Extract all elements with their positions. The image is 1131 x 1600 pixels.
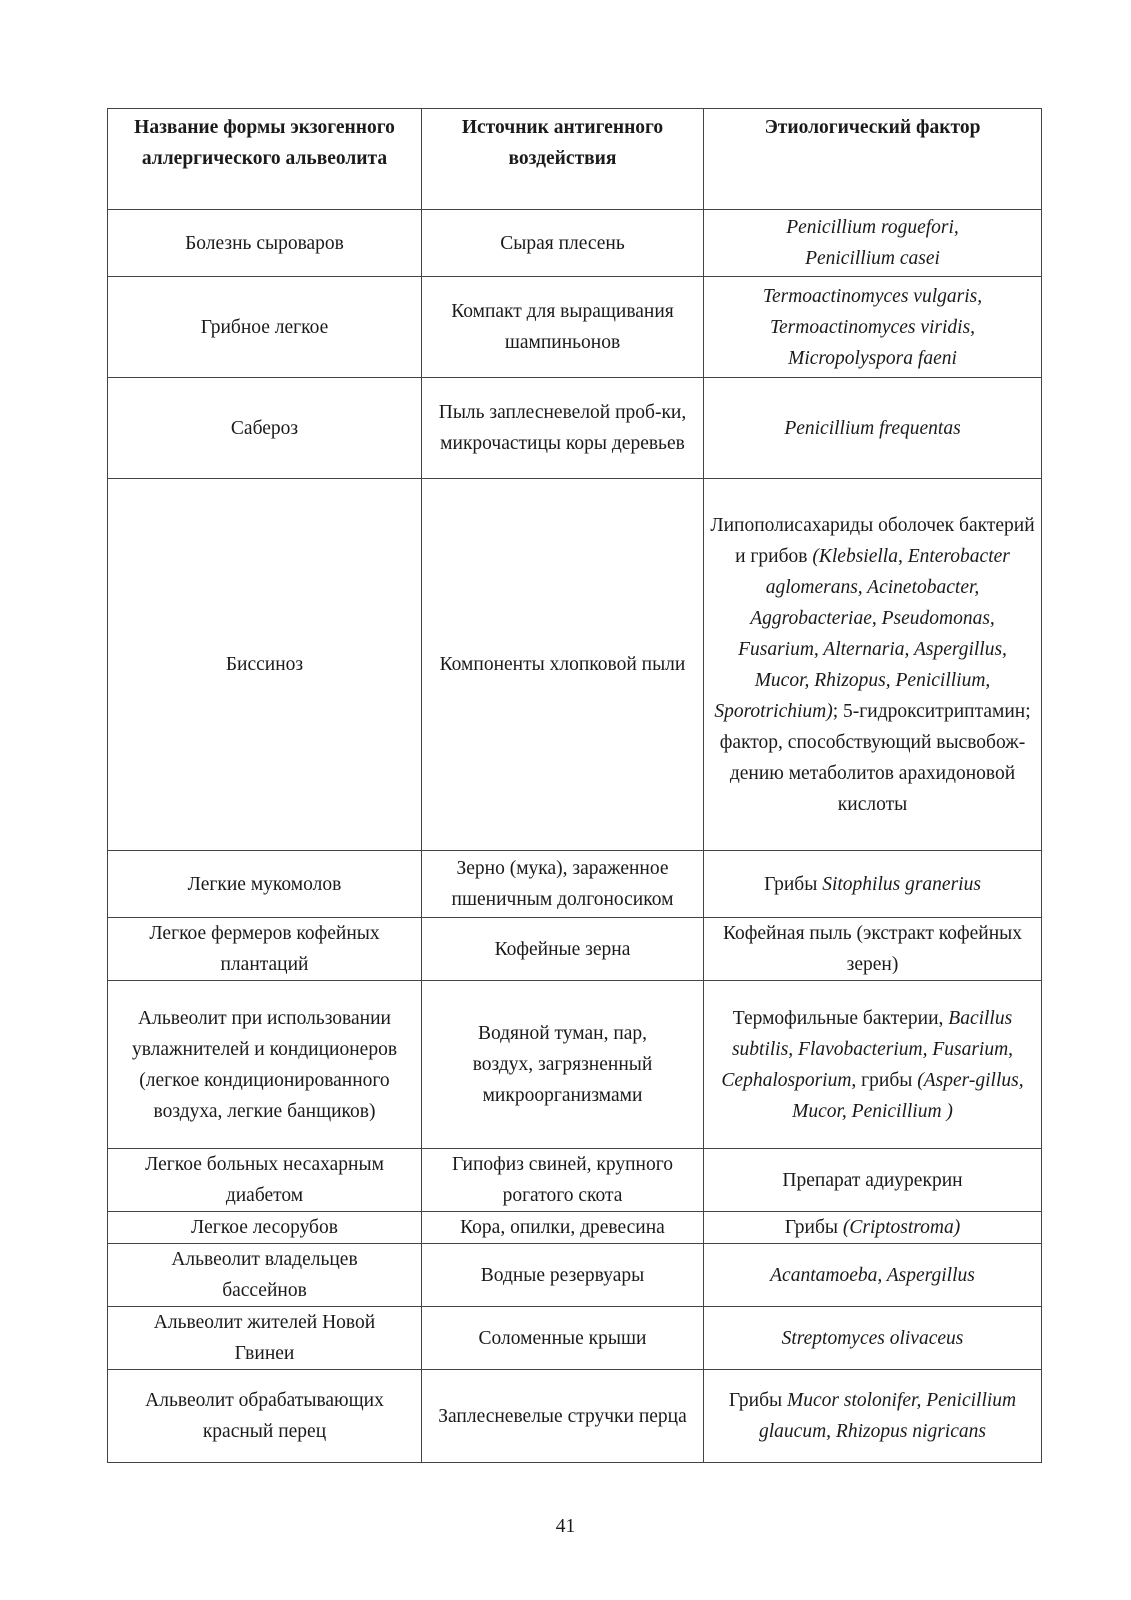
cell-etiological-factor xyxy=(704,851,1042,918)
cell-antigen-source: Заплесневелые стручки перца xyxy=(422,1370,704,1463)
cell-etiological-factor xyxy=(704,378,1042,479)
italic-organism-text: Bacillus subtilis, Flavobacterium, Fusarium, Cephalosporium xyxy=(721,1007,1014,1091)
factor-text: Препарат адиурекрин xyxy=(782,1169,963,1191)
cell-form-name: Легкое лесорубов xyxy=(108,1212,422,1244)
cell-form-name: Альвеолит обрабатывающих красный перец xyxy=(108,1370,422,1463)
cell-antigen-source: Водные резервуары xyxy=(422,1244,704,1307)
cell-antigen-source: Компакт для выращивания шампиньонов xyxy=(422,277,704,378)
cell-etiological-factor xyxy=(704,981,1042,1149)
table-row xyxy=(108,1149,1042,1212)
factor-text: Грибы xyxy=(764,873,823,895)
italic-organism-text: Acantamoeba, Aspergillus xyxy=(770,1264,975,1286)
italic-organism-text: Mucor stolonifer, Penicillium glaucum, Rhizopus nigricans xyxy=(759,1390,1017,1442)
cell-form-name: Болезнь сыроваров xyxy=(108,210,422,277)
cell-etiological-factor xyxy=(704,1370,1042,1463)
cell-antigen-source: Водяной туман, пар, воздух, загрязненный микроорганизмами xyxy=(422,981,704,1149)
table-row xyxy=(108,1370,1042,1463)
cell-form-name: Грибное легкое xyxy=(108,277,422,378)
cell-etiological-factor xyxy=(704,918,1042,981)
header-etiological-factor: Этиологический фактор xyxy=(704,109,1042,210)
cell-form-name: Сабероз xyxy=(108,378,422,479)
factor-text: Термофильные бактерии, xyxy=(732,1007,949,1029)
factor-text: Липополисахариды оболочек бактерий и грибов xyxy=(710,514,1035,567)
cell-antigen-source: Кора, опилки, древесина xyxy=(422,1212,704,1244)
table-row xyxy=(108,479,1042,851)
cell-antigen-source: Кофейные зерна xyxy=(422,918,704,981)
cell-form-name: Легкое больных несахарным диабетом xyxy=(108,1149,422,1212)
cell-form-name: Биссиноз xyxy=(108,479,422,851)
italic-organism-text: Penicillium frequentas xyxy=(784,417,961,439)
table-row xyxy=(108,277,1042,378)
factor-text: ; 5-гидрокситриптамин; фактор, способствующий высвобож-дению метаболитов арахидоновой кислоты xyxy=(719,700,1031,815)
cell-antigen-source: Соломенные крыши xyxy=(422,1307,704,1370)
cell-etiological-factor xyxy=(704,1307,1042,1370)
factor-text: Грибы xyxy=(784,1217,843,1238)
cell-form-name: Альвеолит жителей Новой Гвинеи xyxy=(108,1307,422,1370)
table-row xyxy=(108,918,1042,981)
cell-antigen-source: Зерно (мука), зараженное пшеничным долгоносиком xyxy=(422,851,704,918)
cell-form-name: Легкие мукомолов xyxy=(108,851,422,918)
cell-etiological-factor xyxy=(704,1212,1042,1244)
cell-etiological-factor xyxy=(704,210,1042,277)
factor-text: Кофейная пыль (экстракт кофейных зерен) xyxy=(722,923,1022,975)
table-row xyxy=(108,1244,1042,1307)
allergic-alveolitis-table xyxy=(107,108,1042,1463)
cell-form-name: Легкое фермеров кофейных плантаций xyxy=(108,918,422,981)
italic-organism-text: Termoactinomyces vulgaris, Termoactinomyces viridis, Micropolyspora faeni xyxy=(762,285,983,369)
header-row xyxy=(108,109,1042,210)
italic-organism-text: (Criptostroma) xyxy=(842,1217,961,1238)
table-row xyxy=(108,378,1042,479)
header-form-name: Название формы экзогенного аллергического альвеолита xyxy=(108,109,422,210)
cell-etiological-factor xyxy=(704,277,1042,378)
table-row xyxy=(108,851,1042,918)
header-antigen-source: Источник антигенного воздействия xyxy=(422,109,704,210)
italic-organism-text: (Klebsiella, Enterobacter aglomerans, Acinetobacter, Aggrobacteriae, Pseudomonas, Fusarium, Alternaria, Aspergillus, Mucor, Rhizopus, Penicillium, Sporotrichium) xyxy=(714,545,1010,722)
cell-antigen-source: Сырая плесень xyxy=(422,210,704,277)
table-row xyxy=(108,1212,1042,1244)
cell-antigen-source: Компоненты хлопковой пыли xyxy=(422,479,704,851)
table-row xyxy=(108,210,1042,277)
cell-form-name: Альвеолит владельцев бассейнов xyxy=(108,1244,422,1307)
italic-organism-text: Sitophilus granerius xyxy=(822,873,981,895)
cell-etiological-factor xyxy=(704,1244,1042,1307)
italic-organism-text: Streptomyces olivaceus xyxy=(781,1327,964,1349)
factor-text: Грибы xyxy=(728,1390,788,1411)
italic-organism-text: (Asper-gillus, Mucor, Penicillium ) xyxy=(792,1069,1024,1122)
cell-etiological-factor xyxy=(704,479,1042,851)
cell-form-name: Альвеолит при использовании увлажнителей и кондиционеров (легкое кондиционированного воздуха, легкие банщиков) xyxy=(108,981,422,1149)
factor-text: , грибы xyxy=(851,1069,918,1091)
table-row xyxy=(108,981,1042,1149)
cell-antigen-source: Гипофиз свиней, крупного рогатого скота xyxy=(422,1149,704,1212)
table-row xyxy=(108,1307,1042,1370)
page-number: 41 xyxy=(555,1516,576,1537)
cell-antigen-source: Пыль заплесневелой проб-ки, микрочастицы коры деревьев xyxy=(422,378,704,479)
italic-organism-text: Penicillium roguefori, Penicillium casei xyxy=(786,217,959,269)
cell-etiological-factor xyxy=(704,1149,1042,1212)
